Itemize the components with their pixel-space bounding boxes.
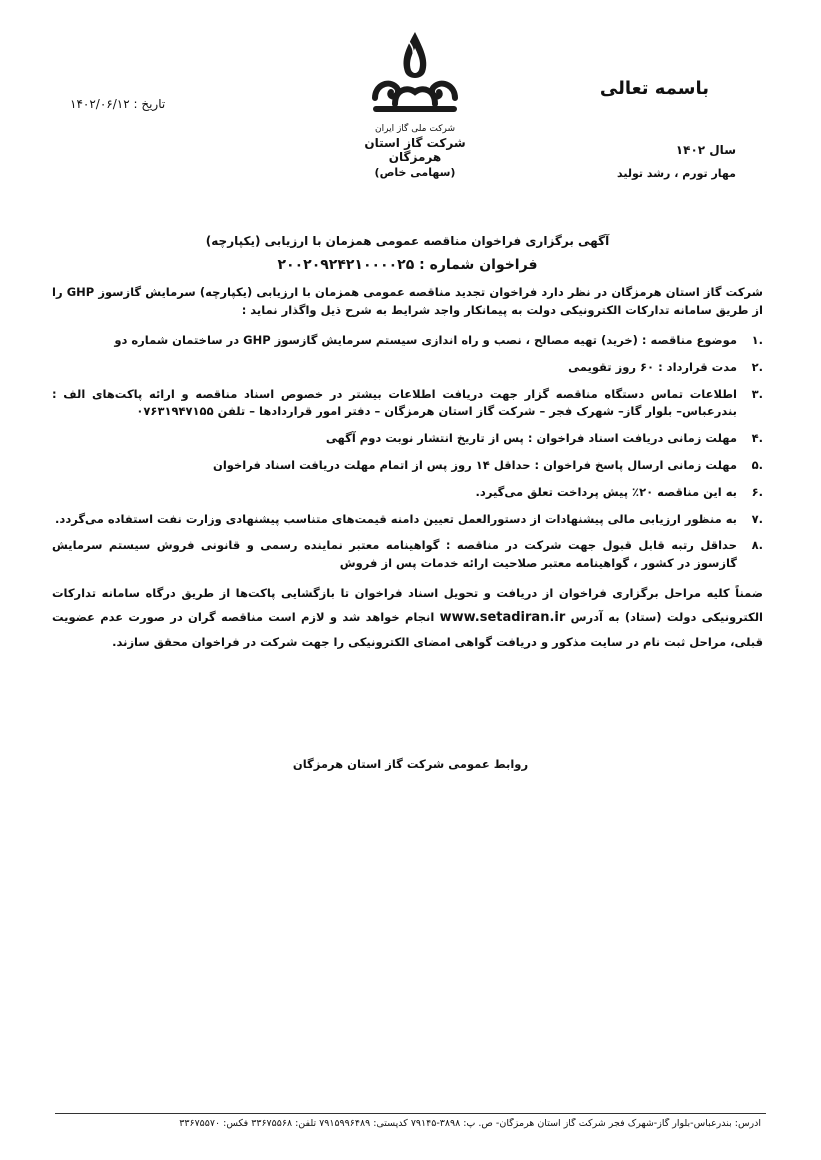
list-item <box>52 537 763 573</box>
item-text: مهلت زمانی دریافت اسناد فراخوان : پس از تاریخ انتشار نوبت دوم آگهی <box>325 431 737 446</box>
item-text: مدت قرارداد : ۶۰ روز تقویمی <box>568 359 737 374</box>
item-number: .۵ <box>751 457 763 472</box>
item-number: .۶ <box>751 484 763 499</box>
item-text: به این مناقصه ۲۰٪ پیش پرداخت تعلق می‌گیرد. <box>475 484 737 499</box>
item-text: حداقل رتبه قابل قبول جهت شرکت در مناقصه : گواهینامه معتبر نماینده رسمی و قانونی فروش سیستم سرمایش گازسوز در کشور ، گواهینامه معتبر صلاحیت ارائه خدمات پس از فروش <box>52 538 737 571</box>
year-motto: مهار تورم ، رشد تولید <box>617 167 736 180</box>
list-item <box>52 332 763 350</box>
list-item <box>52 457 763 475</box>
item-text: موضوع مناقصه : (خرید) تهیه مصالح ، نصب و راه اندازی سیستم سرمایش گازسوز GHP در ساختمان شماره دو <box>114 332 737 347</box>
conditions-list <box>52 332 763 573</box>
list-item <box>52 484 763 502</box>
list-item <box>52 430 763 448</box>
logo-company-type: (سهامی خاص) <box>374 166 456 179</box>
item-number: .۸ <box>751 538 763 553</box>
list-item <box>52 511 763 529</box>
item-text: به منظور ارزیابی مالی پیشنهادات از دستورالعمل تعیین دامنه قیمت‌های متناسب پیشنهادی وزارت نفت استفاده می‌گردد. <box>55 511 737 526</box>
year-label: سال ۱۴۰۲ <box>675 143 736 157</box>
announcement-intro: شرکت گاز استان هرمزگان در نظر دارد فراخوان تجدید مناقصه عمومی همزمان با ارزیابی (یکپارچه) سرمایش گازسوز GHP را از طریق سامانه تدارکات الکترونیکی دولت به پیمانکار واجد شرایط به شرح ذیل واگذار نماید : <box>52 285 763 318</box>
announcement-title: آگهی برگزاری فراخوان مناقصه عمومی همزمان با ارزیابی (یکپارچه) <box>205 234 610 248</box>
item-text: مهلت زمانی ارسال پاسخ فراخوان : حداقل ۱۴ روز پس از اتمام مهلت دریافت اسناد فراخوان <box>213 457 737 472</box>
item-number: .۲ <box>751 359 763 374</box>
logo-parent-company: شرکت ملی گاز ایران <box>375 124 455 134</box>
bismillah-heading: باسمه تعالی <box>599 78 709 99</box>
item-number: .۳ <box>751 386 763 401</box>
logo-company-name: شرکت گاز استان هرمزگان <box>364 136 466 164</box>
item-number: .۱ <box>751 332 763 347</box>
list-item <box>52 386 763 422</box>
setadiran-link[interactable]: www.setadiran.ir <box>439 610 566 626</box>
footer-divider <box>55 1113 766 1114</box>
announcement-body <box>52 232 763 666</box>
item-number: .۷ <box>751 511 763 526</box>
item-number: .۴ <box>751 431 763 446</box>
footer-address: آدرس: بندرعباس-بلوار گاز-شهرک فجر شرکت گاز استان هرمزگان- ص. پ: ۳۸۹۸-۷۹۱۴۵ کدپستی: ۷۹۱۵۹۹۶۴۸۹ تلفن: ۳۳۶۷۵۵۶۸ فکس: ۳۳۶۷۵۵۷۰ <box>179 1118 761 1129</box>
item-text: اطلاعات تماس دستگاه مناقصه گزار جهت دریافت اطلاعات بیشتر در خصوص اسناد مناقصه و ارائه پاکت‌های الف : بندرعباس– بلوار گاز– شهرک فجر – شرکت گاز استان هرمزگان – دفتر امور قراردادها – تلفن ۰۷۶۳۱۹۴۷۱۵۵ <box>52 386 737 419</box>
announcement-number: فراخوان شماره : ۲۰۰۲۰۹۲۴۲۱۰۰۰۰۲۵ <box>277 256 538 273</box>
company-logo-block <box>340 28 490 179</box>
setad-note <box>52 582 763 654</box>
list-item <box>52 359 763 377</box>
note-text-after: انجام خواهد شد و لازم است مناقصه گران در صورت عدم عضویت قبلی، مراحل ثبت نام در سایت مذکور و دریافت گواهی امضای الکترونیکی را جهت شرکت در فراخوان محقق سازند. <box>52 610 763 650</box>
note-text-before: ضمناً کلیه مراحل برگزاری فراخوان از دریافت و تحویل اسناد فراخوان تا بازگشایی پاکت‌ها از طریق درگاه سامانه تدارکات الکترونیکی دولت (ستاد) به آدرس <box>52 586 763 625</box>
signature-line: روابط عمومی شرکت گاز استان هرمزگان <box>292 757 529 771</box>
date-label: تاریخ : ۱۴۰۲/۰۶/۱۲ <box>70 97 166 111</box>
gas-flame-logo-icon <box>365 28 465 120</box>
